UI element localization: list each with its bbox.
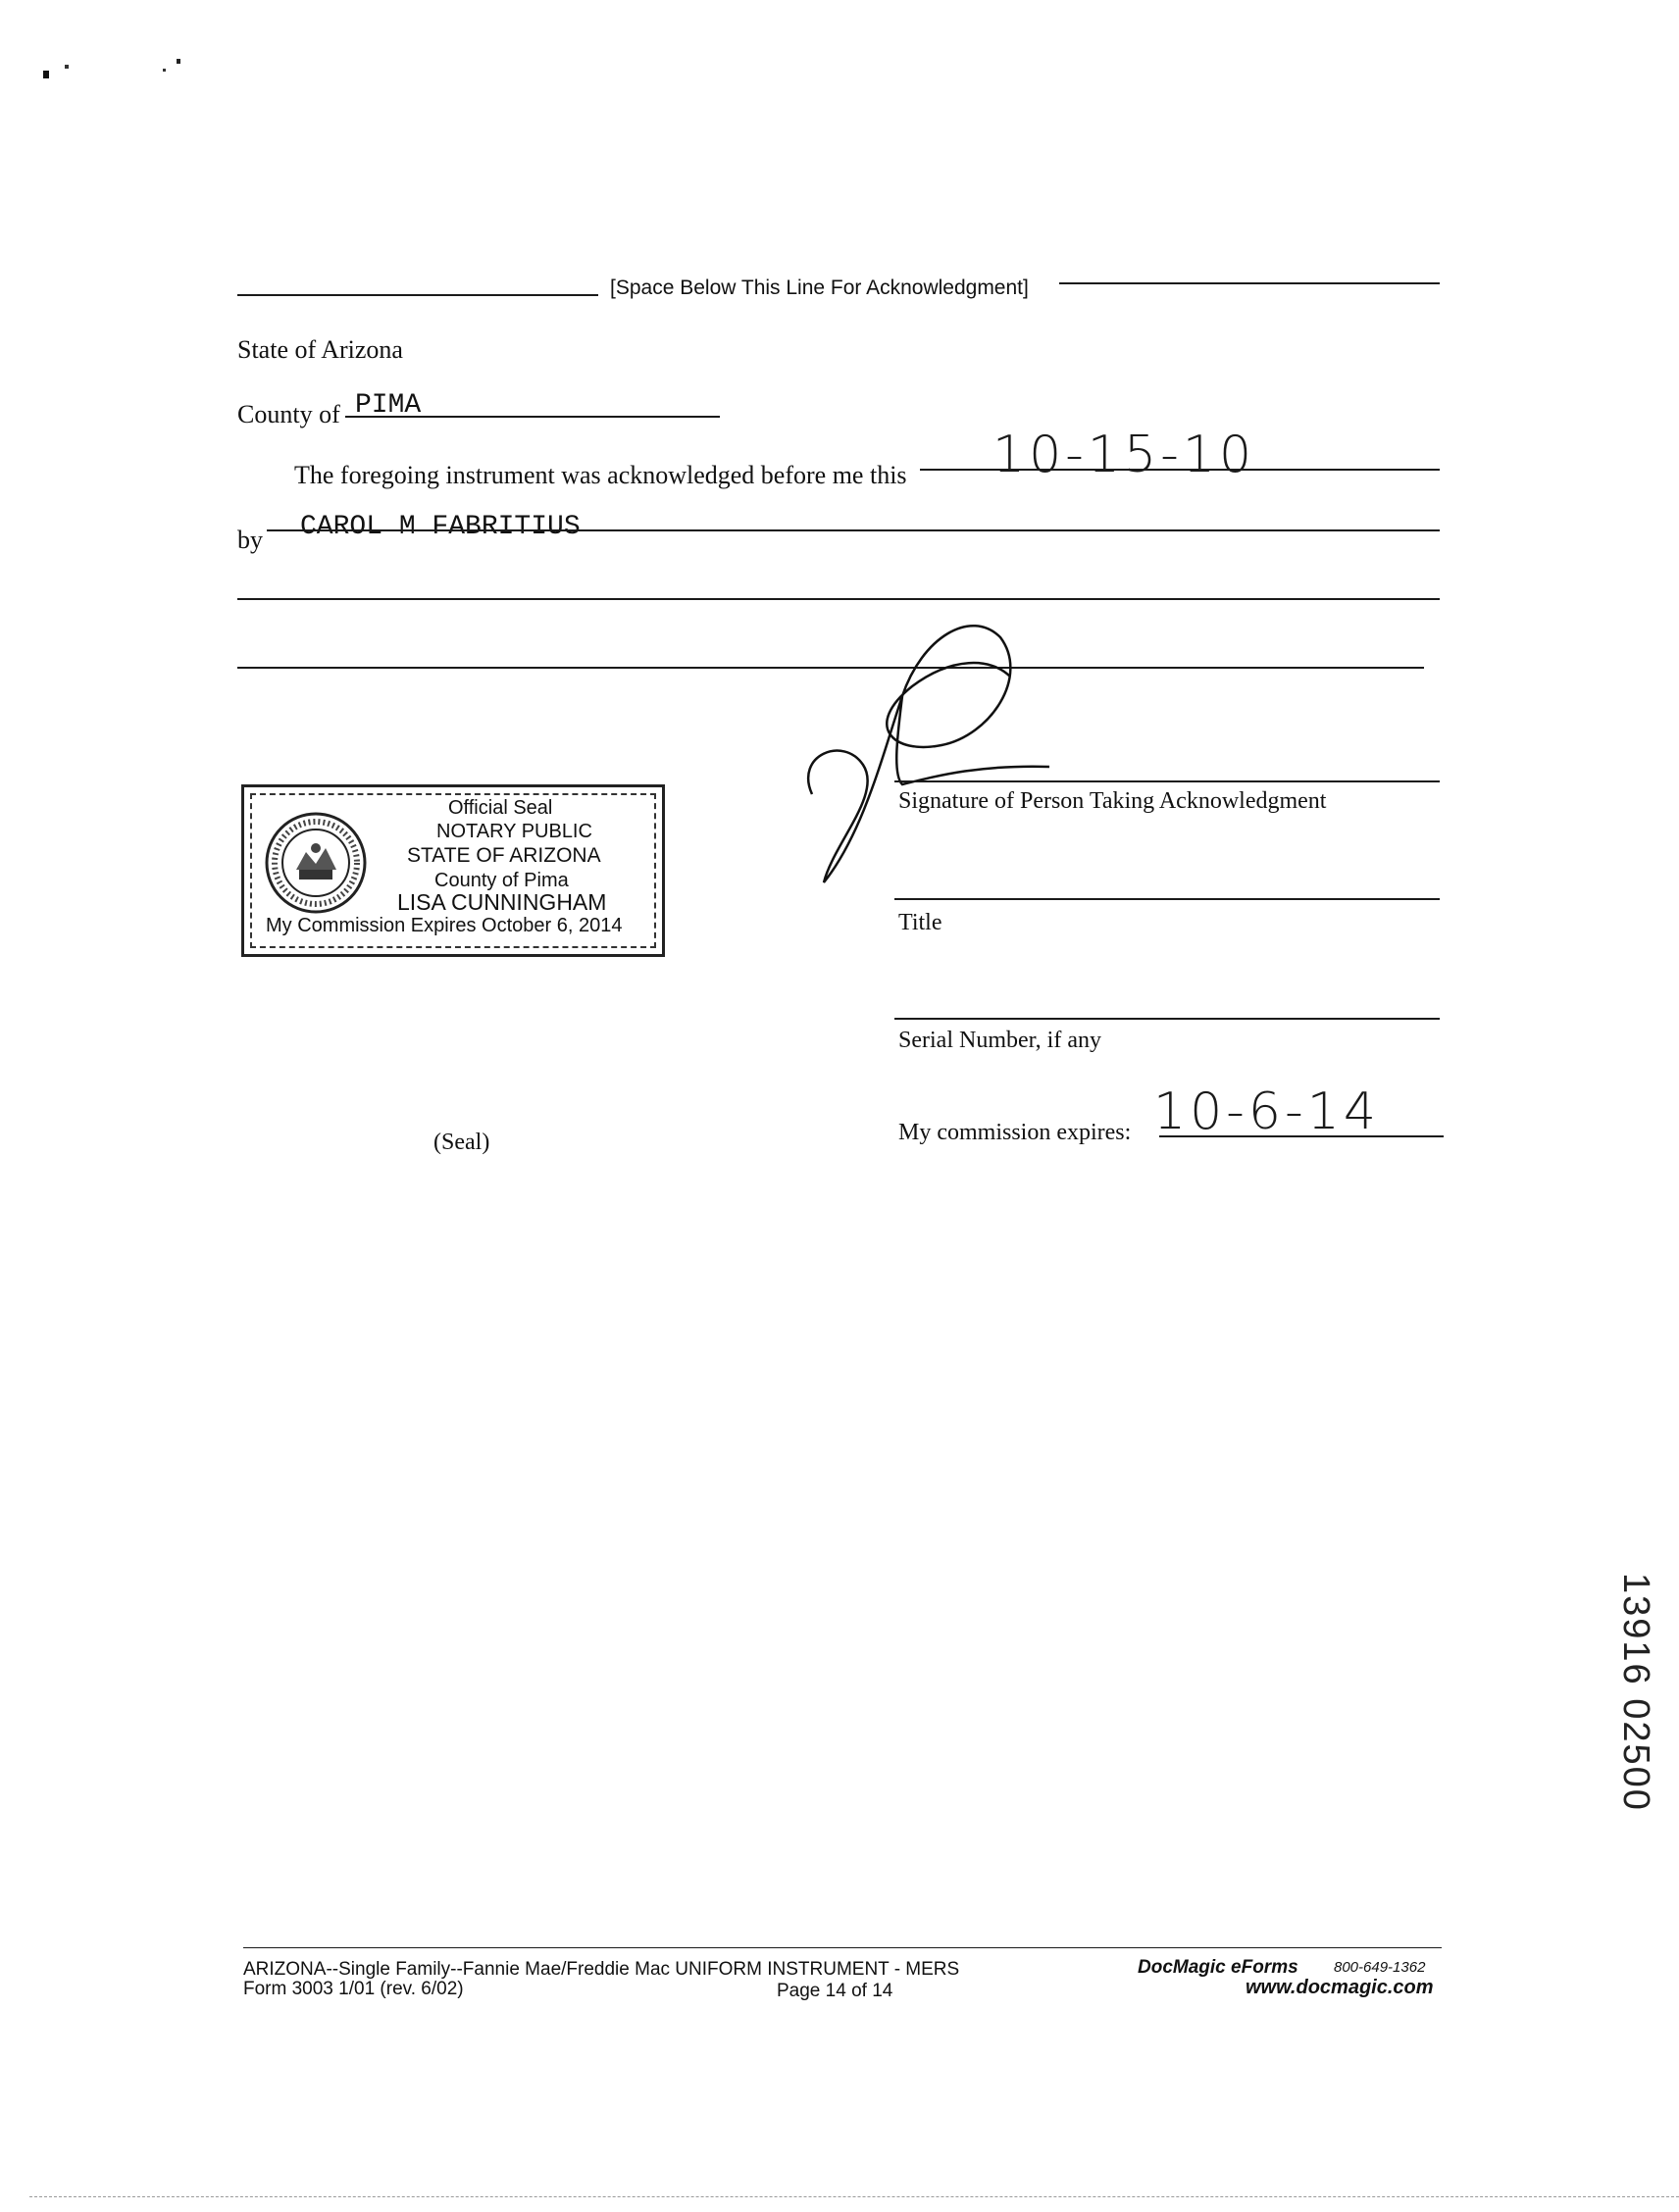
blank-line-1 bbox=[237, 598, 1440, 600]
divider-left bbox=[237, 294, 598, 296]
seal-line-official: Official Seal bbox=[448, 797, 553, 819]
divider-right bbox=[1059, 282, 1440, 284]
footer-rule bbox=[243, 1947, 1442, 1948]
title-line bbox=[894, 898, 1440, 900]
commission-line bbox=[1159, 1135, 1444, 1137]
scan-mark bbox=[177, 59, 180, 64]
serial-line bbox=[894, 1018, 1440, 1020]
foregoing-text: The foregoing instrument was acknowledged before me this bbox=[294, 461, 907, 489]
by-label: by bbox=[237, 526, 263, 554]
county-line bbox=[345, 416, 720, 418]
title-label: Title bbox=[898, 910, 942, 935]
date-line bbox=[920, 469, 1440, 471]
seal-line-expires: My Commission Expires October 6, 2014 bbox=[266, 915, 623, 936]
scan-mark bbox=[163, 69, 166, 72]
arizona-state-seal-icon bbox=[262, 809, 370, 917]
divider-label: [Space Below This Line For Acknowledgment] bbox=[610, 276, 1029, 299]
signature-line bbox=[894, 780, 1440, 782]
seal-line-county: County of Pima bbox=[434, 870, 569, 891]
seal-line-name: LISA CUNNINGHAM bbox=[397, 889, 607, 915]
signature-label: Signature of Person Taking Acknowledgment bbox=[898, 788, 1327, 814]
seal-label: (Seal) bbox=[433, 1130, 490, 1155]
county-label: County of bbox=[237, 400, 340, 428]
state-label: State of Arizona bbox=[237, 335, 403, 364]
footer-phone: 800-649-1362 bbox=[1334, 1959, 1426, 1976]
scan-edge-bottom bbox=[29, 2196, 1679, 2197]
notary-seal-stamp bbox=[241, 784, 665, 957]
seal-line-state: STATE OF ARIZONA bbox=[407, 844, 601, 867]
commission-date-handwritten: 10-6-14 bbox=[1153, 1082, 1380, 1141]
serial-label: Serial Number, if any bbox=[898, 1028, 1101, 1053]
footer-form-number: Form 3003 1/01 (rev. 6/02) bbox=[243, 1979, 464, 1999]
commission-label: My commission expires: bbox=[898, 1120, 1132, 1145]
side-document-number: 13916 02500 bbox=[1615, 1573, 1656, 1812]
acknowledgment-date-handwritten: 10-15-10 bbox=[992, 426, 1256, 484]
footer-brand: DocMagic eForms bbox=[1138, 1957, 1298, 1978]
scan-mark bbox=[65, 65, 69, 69]
notary-signature-drawing bbox=[804, 618, 1098, 902]
county-value: PIMA bbox=[355, 390, 422, 421]
footer-instrument-title: ARIZONA--Single Family--Fannie Mae/Freddie Mac UNIFORM INSTRUMENT - MERS bbox=[243, 1959, 960, 1980]
by-value: CAROL M FABRITIUS bbox=[300, 512, 581, 542]
scan-mark bbox=[43, 71, 49, 78]
footer-page-number: Page 14 of 14 bbox=[777, 1981, 893, 2001]
by-line bbox=[267, 529, 1440, 531]
footer-website: www.docmagic.com bbox=[1246, 1977, 1434, 1998]
seal-line-notary: NOTARY PUBLIC bbox=[436, 821, 592, 842]
